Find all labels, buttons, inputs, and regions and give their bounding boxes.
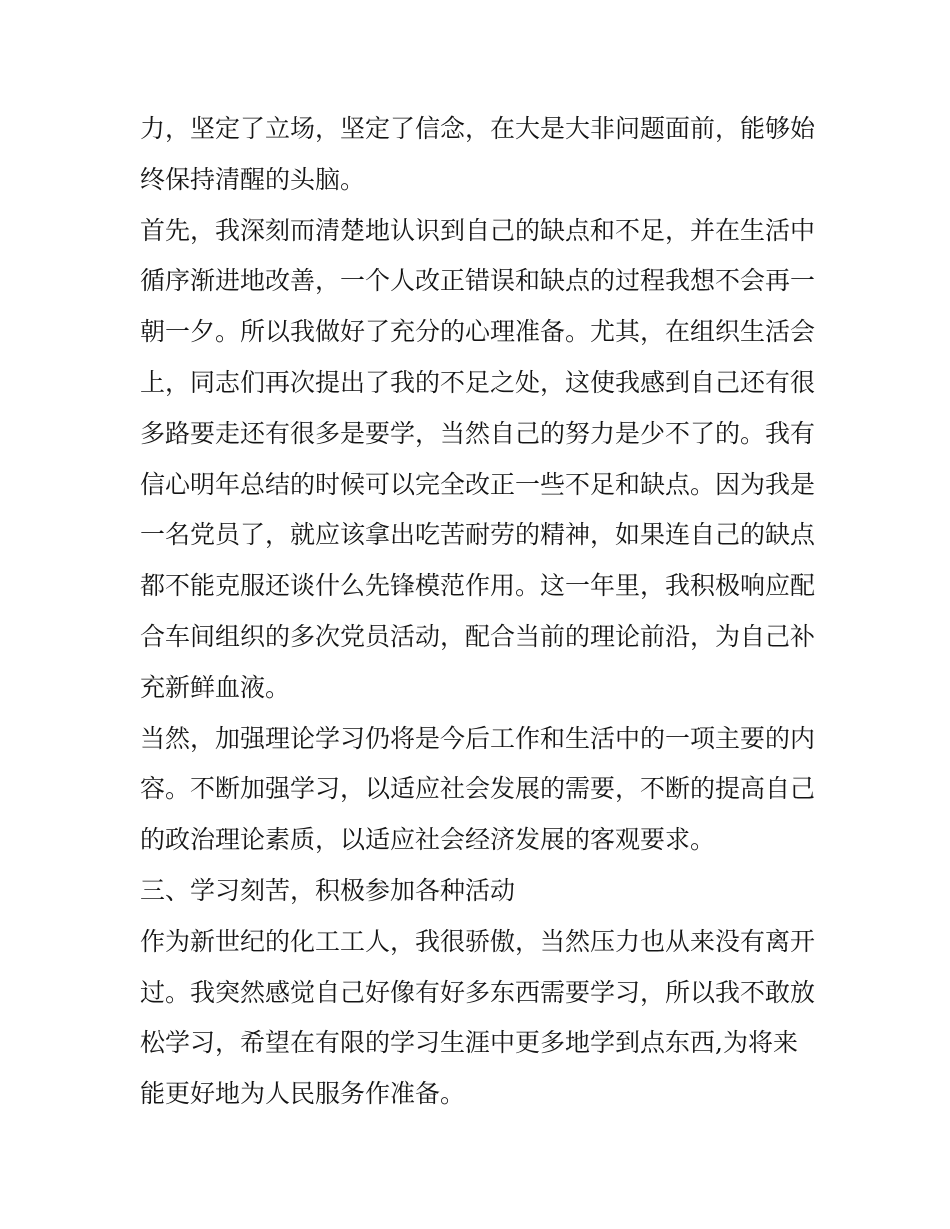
text-line: 三、学习刻苦，积极参加各种活动 — [140, 875, 516, 905]
text-line: 合车间组织的多次党员活动，配合当前的理论前沿，为自己补 — [140, 621, 816, 651]
text-line: 容。不断加强学习，以适应社会发展的需要，不断的提高自己 — [140, 774, 816, 804]
text-line: 过。我突然感觉自己好像有好多东西需要学习，所以我不敢放 — [140, 977, 816, 1007]
document-body — [140, 104, 816, 1120]
text-line: 松学习，希望在有限的学习生涯中更多地学到点东西,为将来 — [140, 1028, 798, 1058]
text-line: 首先，我深刻而清楚地认识到自己的缺点和不足，并在生活中 — [140, 215, 816, 245]
text-line: 作为新世纪的化工工人，我很骄傲，当然压力也从来没有离开 — [140, 926, 816, 956]
text-line: 充新鲜血液。 — [140, 672, 291, 702]
text-line: 力，坚定了立场，坚定了信念，在大是大非问题面前，能够始 — [140, 114, 816, 143]
text-line: 都不能克服还谈什么先锋模范作用。这一年里，我积极响应配 — [140, 571, 816, 601]
text-line: 的政治理论素质，以适应社会经济发展的客观要求。 — [140, 825, 716, 855]
text-line: 能更好地为人民服务作准备。 — [140, 1079, 466, 1109]
text-line: 朝一夕。所以我做好了充分的心理准备。尤其，在组织生活会 — [140, 317, 816, 347]
text-line: 上，同志们再次提出了我的不足之处，这使我感到自己还有很 — [140, 367, 816, 397]
text-line: 一名党员了，就应该拿出吃苦耐劳的精神，如果连自己的缺点 — [140, 520, 816, 550]
text-line: 循序渐进地改善，一个人改正错误和缺点的过程我想不会再一 — [140, 266, 816, 296]
text-line: 终保持清醒的头脑。 — [140, 164, 366, 194]
text-line: 多路要走还有很多是要学，当然自己的努力是少不了的。我有 — [140, 418, 816, 448]
text-line: 信心明年总结的时候可以完全改正一些不足和缺点。因为我是 — [140, 469, 816, 499]
text-line: 当然，加强理论学习仍将是今后工作和生活中的一项主要的内 — [140, 723, 816, 753]
